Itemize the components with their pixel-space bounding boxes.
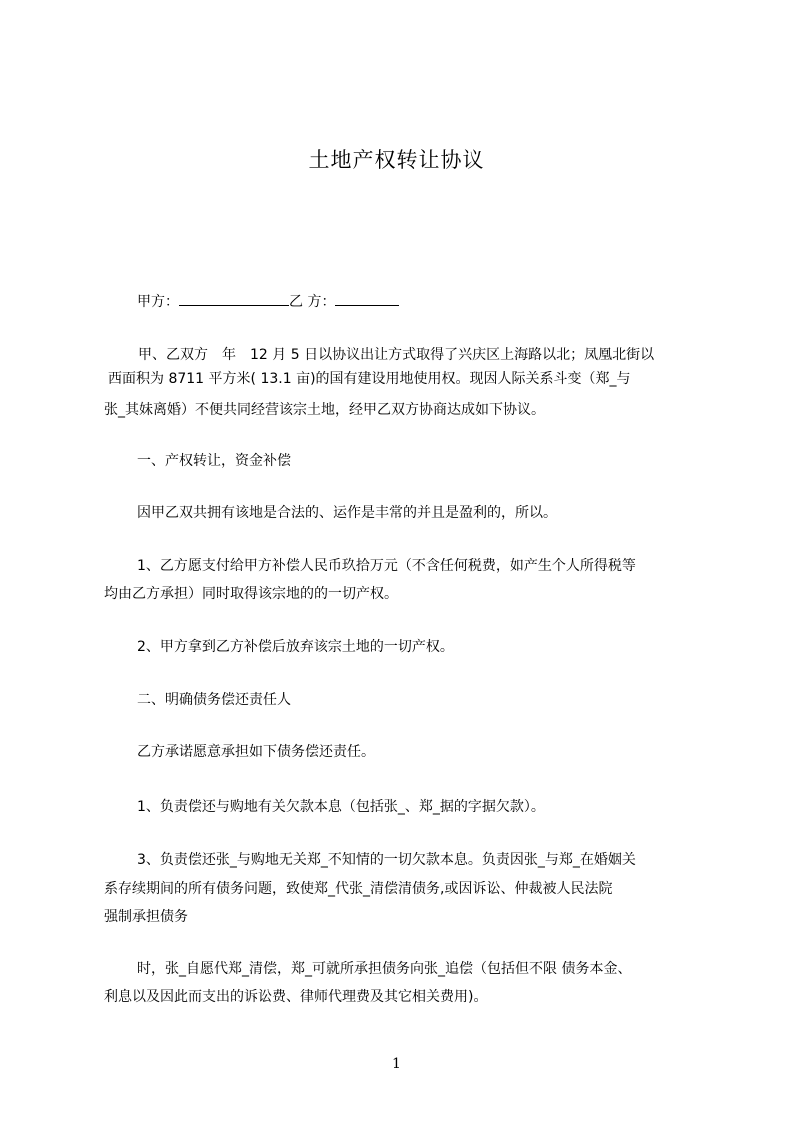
page-number: 1 <box>392 1056 401 1072</box>
section2-item3-line2: 系存续期间的所有债务问题，致使郑_代张_清偿清债务,或因诉讼、仲裁被人民法院 <box>104 881 613 897</box>
section2-item1: 1、负责偿还与购地有关欠款本息（包括张_、郑_据的字据欠款）。 <box>137 799 545 815</box>
party-a-label: 甲方： <box>137 294 179 310</box>
section2-item3-line3: 强制承担债务 <box>104 909 188 925</box>
section1-item2: 2、甲方拿到乙方补偿后放弃该宗土地的一切产权。 <box>137 639 454 655</box>
party-a-blank <box>179 291 289 306</box>
party-b-label: 乙 方： <box>289 294 336 310</box>
section1-lead: 因甲乙双共拥有该地是合法的、运作是丰常的并且是盈利的，所以。 <box>137 505 557 521</box>
intro-line-2: 西面积为 8711 平方米( 13.1 亩)的国有建设用地使用权。现因人际关系斗变（郑_与 <box>108 371 631 387</box>
section2-lead: 乙方承诺愿意承担如下债务偿还责任。 <box>137 744 375 760</box>
section1-item1-line1: 1、乙方愿支付给甲方补偿人民币玖拾万元（不含任何税费，如产生个人所得税等 <box>137 558 636 574</box>
section2-cont-line1: 时，张_自愿代郑_清偿，郑_可就所承担债务向张_追偿（包括但不限 债务本金、 <box>137 961 632 977</box>
intro-line-3: 张_其妹离婚）不便共同经营该宗土地，经甲乙双方协商达成如下协议。 <box>104 402 545 418</box>
intro-line-1: 甲、乙双方 年 12 月 5 日以协议出让方式取得了兴庆区上海路以北；凤凰北街以 <box>138 347 655 363</box>
party-b-blank <box>335 291 399 306</box>
parties-line <box>137 291 399 312</box>
document-title: 土地产权转让协议 <box>308 148 485 172</box>
section2-item3-line1: 3、负责偿还张_与购地无关郑_不知情的一切欠款本息。负责因张_与郑_在婚姻关 <box>137 852 636 868</box>
section1-heading: 一、产权转让，资金补偿 <box>137 453 291 469</box>
section1-item1-line2: 均由乙方承担）同时取得该宗地的的一切产权。 <box>104 586 398 602</box>
section2-cont-line2: 利息以及因此而支出的诉讼费、律师代理费及其它相关费用)。 <box>104 989 488 1005</box>
section2-heading: 二、明确债务偿还责任人 <box>137 692 291 708</box>
